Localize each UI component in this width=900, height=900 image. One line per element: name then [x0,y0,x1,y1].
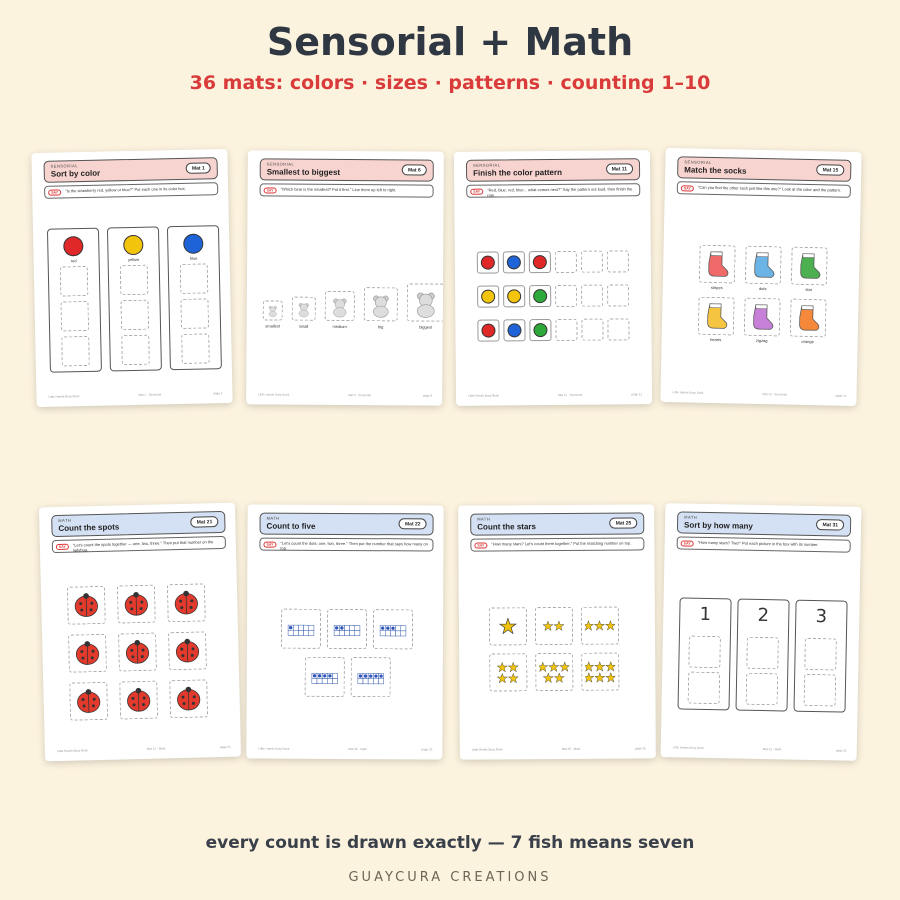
footer-book: Little Hands Busy Book [471,747,503,752]
mat-card-8[interactable] [661,503,862,761]
page-title: Sensorial + Math [266,20,634,64]
sock-label: star [805,286,813,293]
say-text: "Red, blue, red, blue... what comes next?" Say the pattern out loud, then finish the row. [487,186,633,198]
drop-box[interactable] [120,265,149,296]
sock-label: stripes [710,284,723,291]
page-subtitle: 36 mats: colors · sizes · patterns · counting 1–10 [189,72,711,94]
say-badge: SAY [474,542,487,548]
footer-page: page 15 [835,393,847,398]
ladybug-icon [72,591,101,620]
drop-box[interactable] [804,674,837,707]
mat-number-badge: Mat 22 [399,518,427,529]
mat-card-1[interactable] [31,149,232,407]
bear-icon [328,294,352,318]
footer-mat: Mat 31 · Math [762,747,782,752]
ladybug-icon [123,638,152,667]
star-icon [493,611,523,641]
mat-number-badge: Mat 11 [606,163,633,174]
say-text: "Is the strawberry red, yellow or blue?" Put each one in its color box. [65,185,186,194]
footer-book: Little Hands Busy Book [48,394,80,399]
star-icon [585,657,615,687]
drop-box[interactable] [180,263,209,294]
footer-book: Little Hands Busy Book [672,390,704,395]
footer-mat: Mat 11 · Sensorial [558,392,583,397]
mat-footer [468,392,642,400]
pattern-answer-box[interactable] [581,319,603,341]
pattern-dot [481,324,495,338]
ladybug-icon [124,686,153,715]
mat-category: MATH [684,514,698,520]
say-badge: SAY [681,540,694,546]
star-icon [539,611,569,641]
mat-header [470,512,644,535]
mat-title: Count the stars [477,522,536,532]
mat-category: SENSORIAL [50,163,79,169]
drop-box[interactable] [121,335,150,366]
color-label: blue [189,255,198,261]
drop-box[interactable] [60,266,89,297]
mat-footer [258,392,432,399]
pattern-answer-box[interactable] [607,284,629,306]
number-label: 3 [815,606,828,628]
mat-footer [673,745,847,754]
mat-title: Sort by how many [683,520,754,531]
footer-book: Little Hands Busy Book [672,745,704,750]
mat-title: Count the spots [58,522,120,533]
mat-card-3[interactable] [454,150,652,406]
say-badge: SAY [48,189,61,195]
sock-icon [749,250,778,281]
say-prompt [44,182,218,199]
pattern-dot [481,256,495,270]
footer-page: page 6 [422,393,433,398]
tenframe-icon [377,621,409,637]
drop-box[interactable] [120,300,149,331]
pattern-answer-box[interactable] [581,285,603,307]
drop-box[interactable] [688,672,721,705]
color-label: red [70,258,77,264]
pattern-dot [507,323,521,337]
size-label: big [377,324,384,330]
mat-header [466,158,640,182]
say-text: "How many stars? Let's count them together." Put the matching number on top. [491,540,632,547]
tenframe-icon [309,669,341,685]
size-label: medium [332,323,347,330]
ladybug-icon [74,687,103,716]
footer-page: page 1 [213,391,223,396]
ladybug-icon [73,639,102,668]
pattern-answer-box[interactable] [555,285,577,307]
pattern-dot [533,289,547,303]
drop-box[interactable] [746,637,779,670]
pattern-answer-box[interactable] [581,251,603,273]
say-text: "Let's count the dots: one, two, three." Then put the number that says how many on top. [280,540,428,551]
mat-card-2[interactable] [246,150,444,405]
say-prompt [260,183,434,197]
mat-category: MATH [477,516,491,522]
drop-box[interactable] [181,333,210,364]
say-text: "Let's count the spots together — one, two, three." Then put that number on the ladybug. [72,539,214,553]
mat-title: Match the socks [684,165,747,176]
size-label: small [298,323,309,329]
mat-category: SENSORIAL [684,159,712,165]
ladybug-icon [172,589,201,618]
sock-icon [795,251,824,282]
say-badge: SAY [56,544,69,550]
sock-icon [794,303,823,334]
sock-label: hearts [710,336,722,343]
mat-footer [472,746,646,753]
say-prompt [677,181,851,198]
footer-page: page 11 [631,392,643,397]
footer-page: page 31 [835,748,847,753]
mat-footer [57,745,231,755]
bear-icon [367,290,395,318]
footer-mat: Mat 15 · Sensorial [762,392,787,397]
mat-title: Finish the color pattern [473,167,563,178]
footer-mat: Mat 25 · Math [561,746,581,751]
say-text: "How many stars? Two!" Put each picture in the box with its number. [697,539,819,548]
mat-number-badge: Mat 25 [610,517,638,528]
number-label: 2 [757,604,770,627]
footer-mat: Mat 22 · Math [348,747,367,752]
pattern-answer-box[interactable] [555,251,577,273]
tenframe-icon [285,621,317,637]
size-label: biggest [419,324,433,330]
mat-header [260,513,434,536]
drop-box[interactable] [180,298,209,329]
say-prompt [52,536,226,553]
footer-mat: Mat 6 · Sensorial [348,393,371,398]
footer-page: page 25 [634,746,646,751]
mat-card-7[interactable] [458,504,656,759]
pattern-dot [507,255,521,269]
star-icon [585,611,615,641]
mat-card-6[interactable] [246,504,443,759]
color-label: yellow [127,256,140,263]
footer-mat: Mat 1 · Sensorial [138,392,162,397]
say-prompt [466,183,640,198]
say-prompt [470,537,644,551]
mat-number-badge: Mat 21 [191,516,219,528]
mat-footer [258,747,432,754]
mat-header [44,157,218,183]
pattern-dot [481,290,495,304]
mat-header [260,158,434,181]
pattern-dot [533,255,547,269]
bear-icon [295,300,313,318]
ladybug-icon [174,684,203,713]
mat-header [677,156,851,182]
pattern-answer-box[interactable] [607,250,629,272]
drop-box[interactable] [60,301,89,332]
mat-header [51,511,225,537]
sock-icon [702,301,731,332]
bear-icon [410,286,442,318]
mat-category: MATH [58,517,72,523]
sock-label: zigzag [755,337,768,344]
say-text: "Can you find the other sock just like this one?" Look at the color and the pattern. [697,184,842,193]
mat-title: Count to five [266,521,316,531]
pattern-answer-box[interactable] [555,319,577,341]
tenframe-icon [331,621,363,637]
footer-book: Little Hands Busy Book [468,393,500,398]
ladybug-icon [173,637,202,666]
say-badge: SAY [264,187,277,193]
say-badge: SAY [681,185,694,191]
mat-number-badge: Mat 6 [402,164,427,175]
mat-category: MATH [266,515,280,521]
drop-box[interactable] [688,636,721,669]
size-label: smallest [265,323,281,329]
star-icon [493,657,523,687]
mat-footer [672,390,846,400]
pattern-dot [507,289,521,303]
ladybug-icon [122,590,151,619]
mat-title: Sort by color [50,168,101,179]
mat-number-badge: Mat 1 [186,162,211,174]
sock-icon [703,249,732,280]
drop-box[interactable] [61,336,90,367]
mat-category: SENSORIAL [472,162,501,168]
footer-book: Little Hands Busy Book [258,746,290,751]
pattern-answer-box[interactable] [607,318,629,340]
sock-label: orange [801,338,814,345]
tagline: every count is drawn exactly — 7 fish means seven [205,833,695,853]
bear-icon [266,303,280,317]
footer-page: page 21 [219,744,231,750]
tenframe-icon [355,669,387,685]
say-text: "Which bear is the smallest? Put it first." Line them up left to right. [280,186,397,193]
say-prompt [677,536,851,552]
mat-header [677,511,851,536]
footer-book: Little Hands Busy Book [258,392,290,397]
footer-page: page 22 [421,747,433,752]
mat-title: Smallest to biggest [266,167,341,177]
mat-footer [48,391,222,401]
footer-mat: Mat 21 · Math [146,746,166,751]
say-badge: SAY [263,542,276,548]
pattern-dot [533,323,547,337]
drop-box[interactable] [746,673,779,706]
mat-card-4[interactable] [660,148,861,406]
sock-icon [748,302,777,333]
mat-category: SENSORIAL [266,161,295,167]
say-badge: SAY [470,189,483,195]
mat-card-5[interactable] [39,503,241,762]
sock-label: dots [758,285,767,292]
drop-box[interactable] [804,638,837,671]
footer-book: Little Hands Busy Book [56,748,88,754]
mat-number-badge: Mat 15 [817,164,845,176]
say-prompt [259,538,433,552]
star-icon [539,657,569,687]
mat-number-badge: Mat 31 [816,519,844,531]
brand-name: GUAYCURA CREATIONS [348,870,552,885]
number-label: 1 [699,603,712,626]
